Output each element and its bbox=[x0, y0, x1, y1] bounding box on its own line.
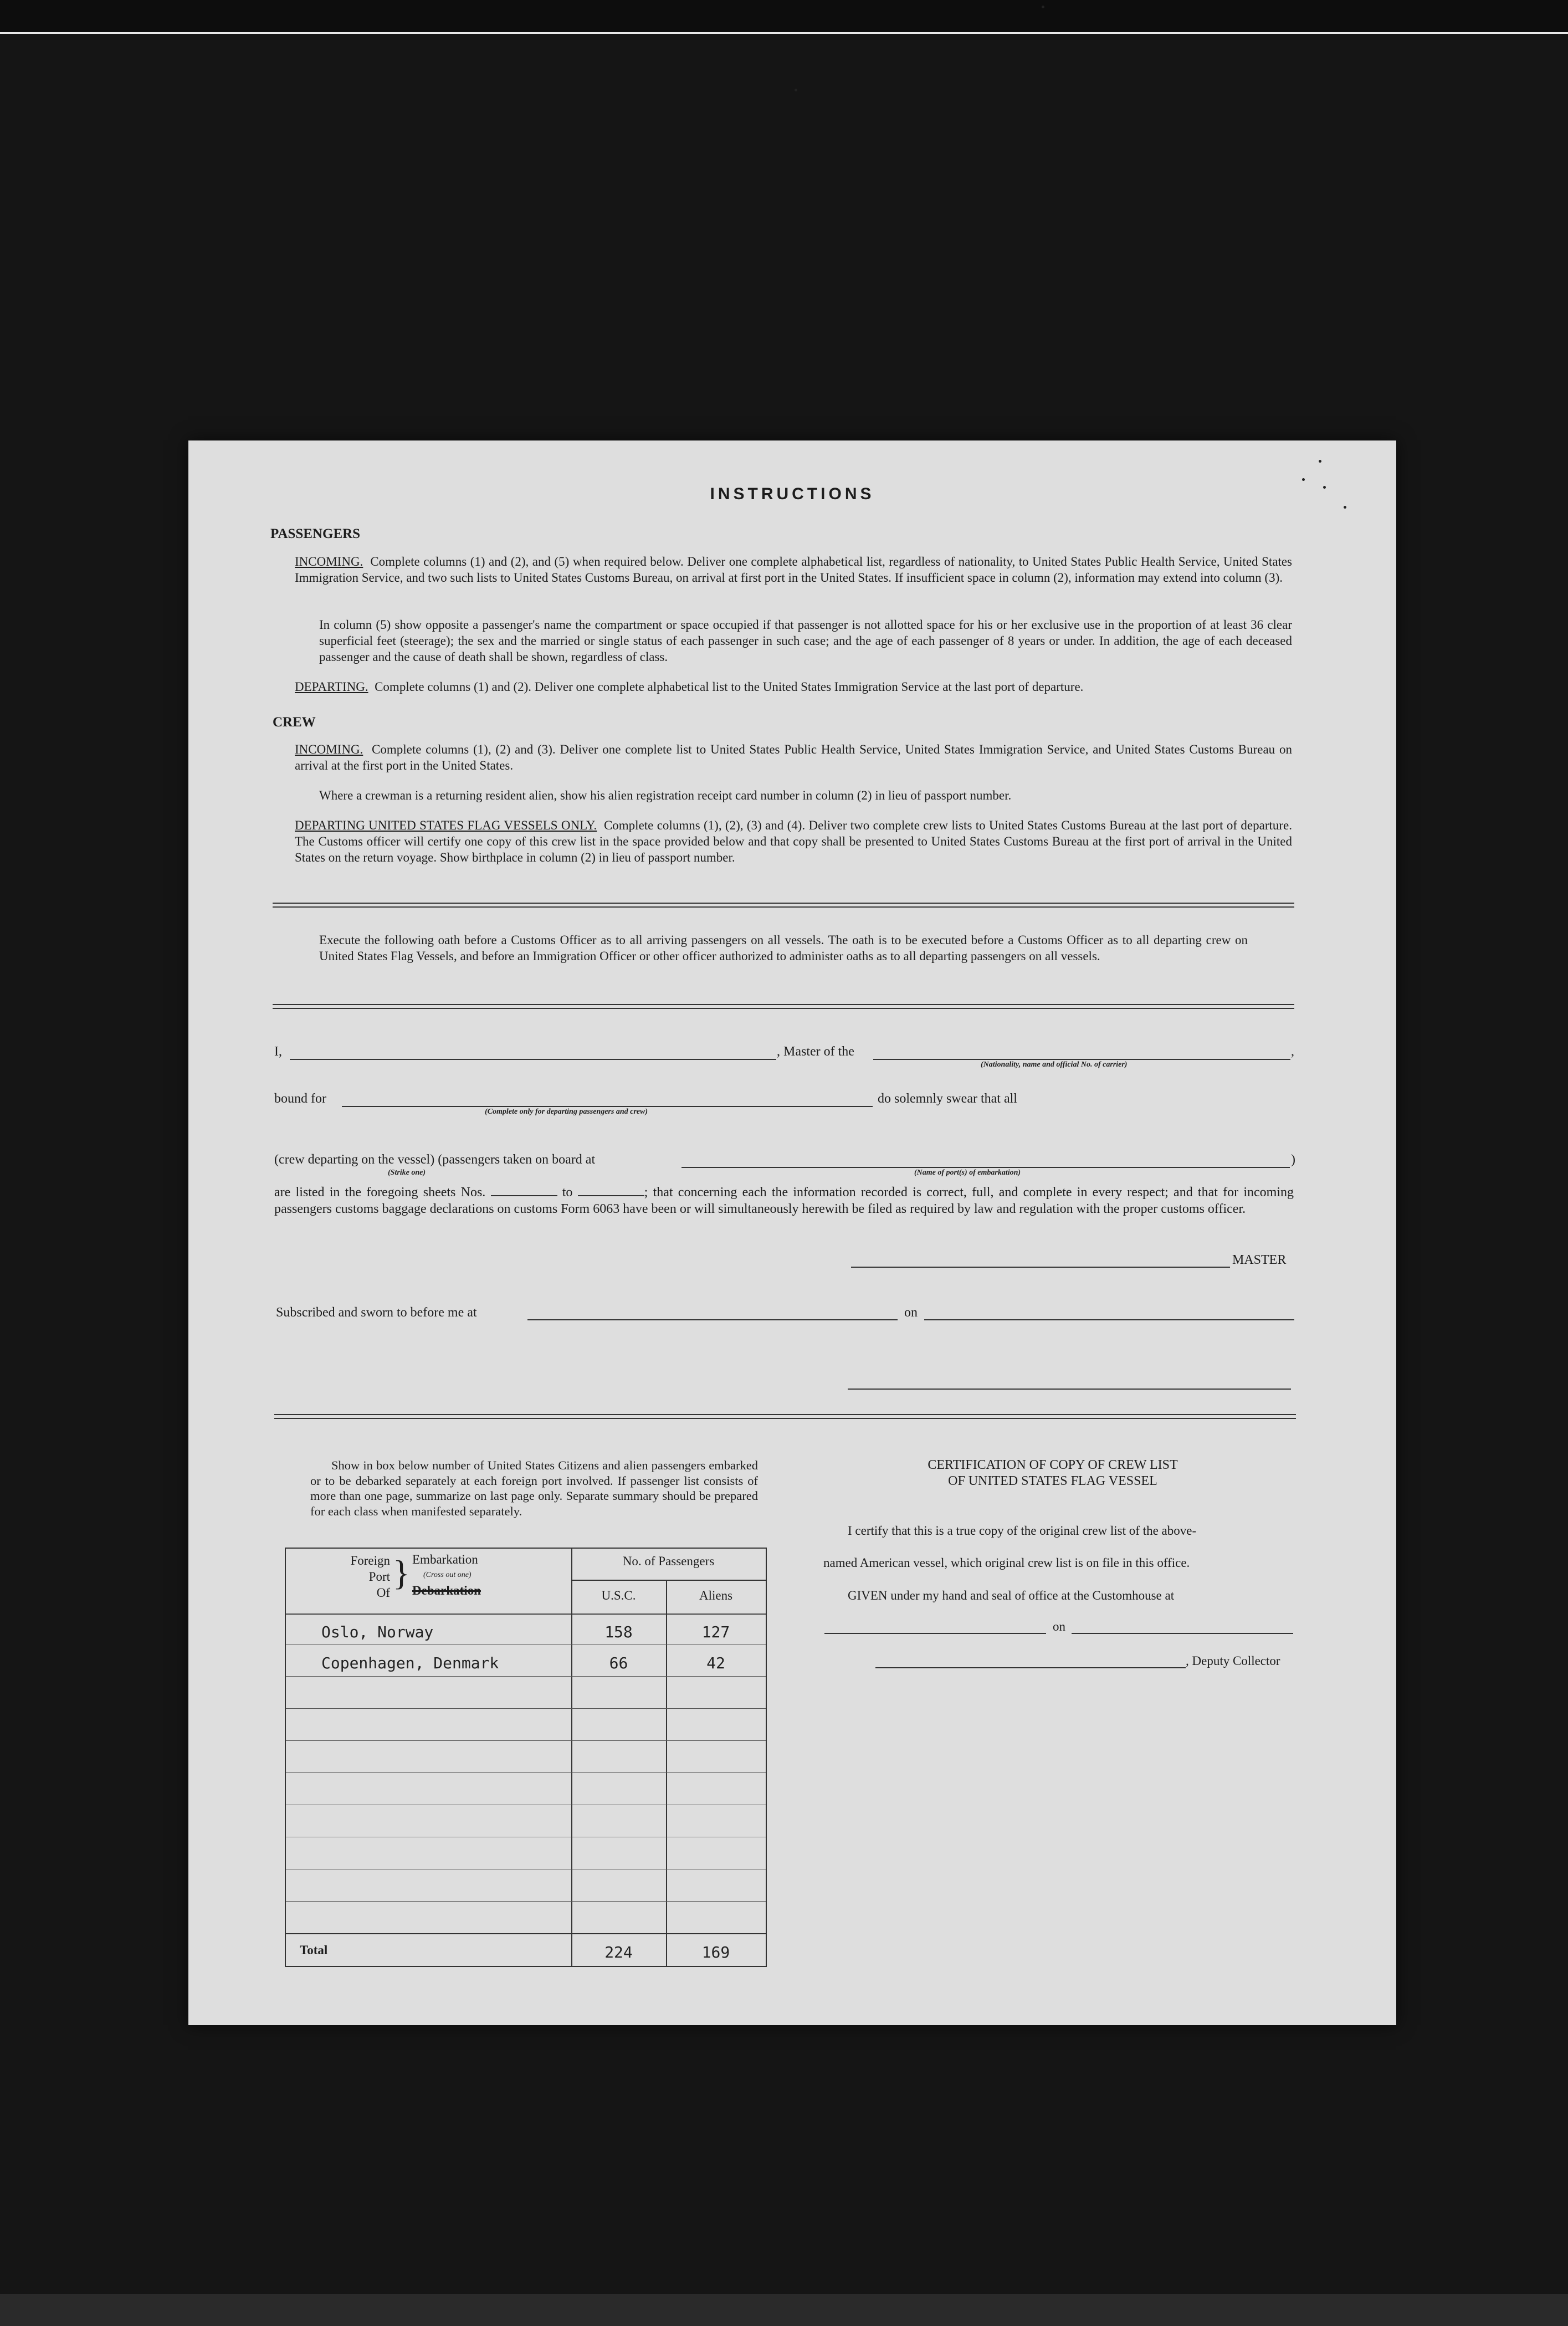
oath-master-of-label: , Master of the bbox=[777, 1044, 854, 1059]
row-1-aliens: 127 bbox=[701, 1623, 730, 1641]
row-2-port: Copenhagen, Denmark bbox=[321, 1654, 499, 1672]
oath-intro-paragraph: Execute the following oath before a Customs Officer as to all arriving passengers on all vessels. The oath is to be executed before a Customs Officer as to all departing crew on United States Flag Vessels, and before an Immigration Officer or other officer authorized to administer oaths as to all departing passengers on all vessels. bbox=[319, 933, 1248, 963]
listed-to-label: to bbox=[562, 1185, 573, 1200]
table-header-rule bbox=[286, 1613, 766, 1615]
table-row-rule bbox=[286, 1901, 766, 1902]
bound-note: (Complete only for departing passengers and crew) bbox=[485, 1108, 648, 1116]
certification-title bbox=[820, 1457, 1285, 1489]
oath-close-paren: ) bbox=[1291, 1152, 1295, 1167]
certification-on-label: on bbox=[1053, 1620, 1065, 1633]
passenger-summary-table bbox=[285, 1548, 767, 1967]
oath-listed-paragraph bbox=[274, 1183, 1294, 1217]
passengers-departing-paragraph bbox=[295, 679, 1292, 695]
paper-speck bbox=[1302, 478, 1305, 481]
row-1-usc: 158 bbox=[604, 1623, 633, 1641]
row-2-usc: 66 bbox=[609, 1654, 628, 1672]
embarkation-label: Embarkation bbox=[412, 1553, 478, 1566]
sworn-date-field[interactable] bbox=[924, 1319, 1294, 1320]
table-row-rule bbox=[286, 1676, 766, 1677]
section-divider bbox=[273, 903, 1294, 908]
paper-speck bbox=[1323, 486, 1326, 489]
section-divider bbox=[274, 1414, 1296, 1419]
port-label: Port bbox=[368, 1570, 390, 1584]
deputy-collector-label: , Deputy Collector bbox=[1186, 1654, 1280, 1668]
certify-line1: I certify that this is a true copy of the original crew list of the above- bbox=[848, 1524, 1197, 1538]
brace-icon: } bbox=[393, 1553, 410, 1592]
row-1-port: Oslo, Norway bbox=[321, 1623, 434, 1641]
given-text: GIVEN under my hand and seal of office at the Customhouse at bbox=[848, 1589, 1175, 1602]
carrier-note: (Nationality, name and official No. of carrier) bbox=[981, 1060, 1128, 1069]
deputy-signature-field[interactable] bbox=[875, 1667, 1186, 1668]
oath-comma: , bbox=[1291, 1044, 1294, 1059]
oath-swear-label: do solemnly swear that all bbox=[878, 1092, 1017, 1106]
no-of-passengers-header: No. of Passengers bbox=[622, 1554, 715, 1568]
oath-bound-for-label: bound for bbox=[274, 1092, 326, 1106]
film-frame-line bbox=[0, 32, 1568, 34]
crew-heading: CREW bbox=[273, 715, 316, 730]
oath-crew-departing: (crew departing on the vessel) (passengers taken on board at bbox=[274, 1152, 596, 1167]
cross-out-note: (Cross out one) bbox=[423, 1571, 472, 1579]
film-speck bbox=[795, 89, 797, 91]
section-divider bbox=[273, 1004, 1294, 1009]
page-title: INSTRUCTIONS bbox=[710, 485, 875, 503]
bound-for-field[interactable] bbox=[342, 1106, 873, 1107]
total-label: Total bbox=[300, 1943, 328, 1957]
foreign-label: Foreign bbox=[350, 1554, 390, 1567]
passengers-incoming-paragraph bbox=[295, 554, 1292, 586]
certification-date-field[interactable] bbox=[1072, 1633, 1293, 1634]
film-speck bbox=[1042, 6, 1044, 8]
certify-line2: named American vessel, which original crew list is on file in this office. bbox=[823, 1556, 1190, 1570]
table-header-divider bbox=[571, 1580, 766, 1581]
crew-incoming-label: INCOMING. bbox=[295, 742, 363, 756]
crew-resident-paragraph: Where a crewman is a returning resident alien, show his alien registration receipt card number in column (2) in lieu of passport number. bbox=[319, 788, 1012, 802]
port-of-embarkation-field[interactable] bbox=[681, 1167, 1290, 1168]
row-2-aliens: 42 bbox=[706, 1654, 725, 1672]
crew-incoming-paragraph bbox=[295, 741, 1292, 773]
usc-header: U.S.C. bbox=[601, 1589, 636, 1602]
officer-signature-field[interactable] bbox=[848, 1389, 1291, 1390]
total-usc: 224 bbox=[604, 1943, 633, 1961]
master-label: MASTER bbox=[1232, 1253, 1287, 1267]
carrier-field[interactable] bbox=[873, 1059, 1290, 1060]
listed-text: ; that concerning each the information recorded is correct, full, and complete in every respect; and that for incoming passengers customs baggage declarations on customs Form 6063 have been or will simultaneously herewith be filed as required by law and regulation with the proper customs officer. bbox=[274, 1185, 1294, 1216]
sworn-on-label: on bbox=[904, 1305, 918, 1320]
aliens-header: Aliens bbox=[699, 1589, 733, 1602]
port-note: (Name of port(s) of embarkation) bbox=[914, 1169, 1021, 1177]
sworn-place-field[interactable] bbox=[527, 1319, 898, 1320]
passengers-column5-paragraph: In column (5) show opposite a passenger's name the compartment or space occupied if that passenger is not allotted space for his or her exclusive use in the proportion of at least 36 clear superficial feet (steerage); the sex and the married or single status of each passenger in such case; and the age of each passenger of 8 years or under. In addition, the age of each deceased passenger and the cause of death shall be shown, regardless of class. bbox=[319, 618, 1292, 664]
certification-title-line1: CERTIFICATION OF COPY OF CREW LIST bbox=[928, 1458, 1178, 1472]
summary-instructions: Show in box below number of United States Citizens and alien passengers embarked or to be debarked separately at each foreign port involved. If passenger list consists of more than one page, summarize on last page only. Separate summary should be prepared for each class when manifested separately. bbox=[310, 1458, 758, 1518]
subscribed-label: Subscribed and sworn to before me at bbox=[276, 1305, 477, 1320]
crew-departing-paragraph bbox=[295, 817, 1292, 865]
crew-departing-text: Complete columns (1), (2), (3) and (4). Deliver two complete crew lists to United States Customs Bureau at the last port of departure. The Customs officer will certify one copy of this crew list in the space provided below and that copy shall be presented to United States Customs Bureau at the first port of arrival in the United States on the return voyage. Show birthplace in column (2) in lieu of passport number. bbox=[295, 818, 1293, 864]
debarkation-struck-label: Debarkation bbox=[412, 1584, 481, 1597]
oath-i-label: I, bbox=[274, 1044, 282, 1059]
film-edge-bottom bbox=[0, 2294, 1568, 2326]
table-column-divider bbox=[571, 1549, 572, 1966]
passengers-incoming-label: INCOMING. bbox=[295, 555, 363, 568]
master-signature-field[interactable] bbox=[851, 1267, 1230, 1268]
customhouse-field[interactable] bbox=[824, 1633, 1046, 1634]
crew-incoming-text: Complete columns (1), (2) and (3). Deliver one complete list to United States Public Health Service, United States Immigration Service, and United States Customs Bureau on arrival at the first port in the United States. bbox=[295, 742, 1293, 772]
listed-prefix: are listed in the foregoing sheets Nos. bbox=[274, 1185, 486, 1200]
table-row-rule bbox=[286, 1772, 766, 1773]
table-total-rule bbox=[286, 1933, 766, 1934]
paper-speck bbox=[1344, 506, 1346, 509]
total-aliens: 169 bbox=[701, 1943, 730, 1961]
strike-note: (Strike one) bbox=[388, 1169, 426, 1177]
of-label: Of bbox=[376, 1586, 390, 1600]
table-row-rule bbox=[286, 1740, 766, 1741]
passengers-heading: PASSENGERS bbox=[270, 526, 361, 541]
passengers-incoming-text: Complete columns (1) and (2), and (5) when required below. Deliver one complete alphabetical list, regardless of nationality, to United States Public Health Service, United States Immigration Service, and two such lists to United States Customs Bureau, on arrival at first port in the United States. If insufficient space in column (2), information may extend into column (3). bbox=[295, 555, 1293, 585]
table-row-rule bbox=[286, 1708, 766, 1709]
passengers-departing-text: Complete columns (1) and (2). Deliver one complete alphabetical list to the United States Immigration Service at the last port of departure. bbox=[375, 680, 1084, 694]
film-edge-top bbox=[0, 0, 1568, 32]
sheet-from-field[interactable] bbox=[491, 1183, 557, 1196]
certification-title-line2: OF UNITED STATES FLAG VESSEL bbox=[948, 1474, 1157, 1488]
passengers-departing-label: DEPARTING. bbox=[295, 680, 368, 694]
document-page bbox=[188, 440, 1396, 2025]
sheet-to-field[interactable] bbox=[578, 1183, 644, 1196]
master-name-field[interactable] bbox=[290, 1059, 776, 1060]
foreign-port-of-label bbox=[346, 1553, 390, 1601]
crew-departing-label: DEPARTING UNITED STATES FLAG VESSELS ONLY. bbox=[295, 818, 597, 832]
paper-speck bbox=[1319, 460, 1321, 463]
